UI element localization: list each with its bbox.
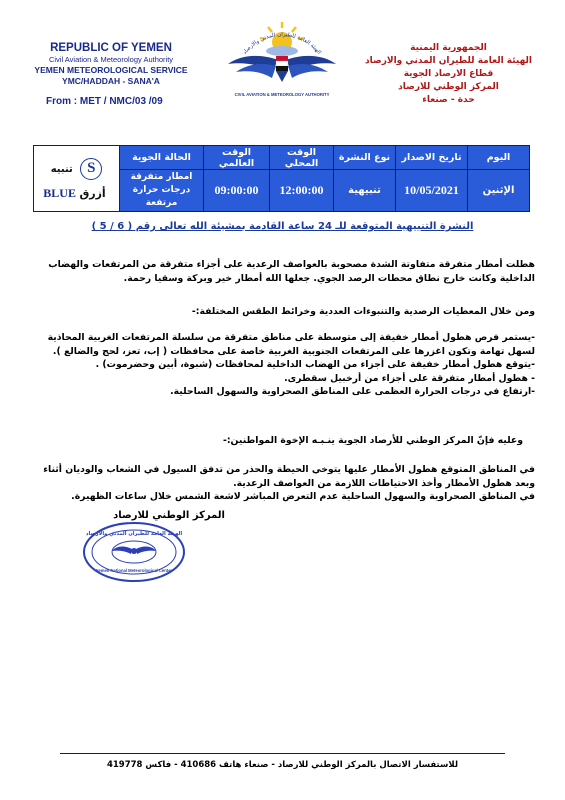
bulletin-info-table	[33, 145, 530, 212]
alert-level-ar: أزرق	[79, 187, 106, 200]
authority-name-ar: الهيئة العامة للطيران المدني والارصاد	[365, 56, 532, 66]
alert-level	[34, 186, 119, 201]
forecast-item: -ارتفاع في درجات الحرارة العظمى على المناطق الصحراوية والسهول الساحلية.	[170, 386, 535, 397]
condition-line-2: درجات حرارة مرتفعة	[132, 185, 191, 208]
advisory-item: في المناطق الصحراوية والسهول الساحلية عدم التعرض المباشر لاشعة الشمس خلال ساعات الظهيرة.	[71, 491, 535, 502]
country-name-ar: الجمهورية اليمنية	[410, 43, 487, 53]
location-ar: حدة - صنعاء	[422, 95, 475, 105]
alert-level-cell	[34, 146, 120, 212]
past-weather-paragraph: هطلت أمطار متفرقة متفاوتة الشدة مصحوبة بالعواصف الرعدية على أجزاء متفرقة من المرتفعات والهضاب الداخلية وكانت خارج نطاق محطات الرصد الجوي. جعلها الله أمطار خير وبركة وسقيا رحمة.	[48, 259, 535, 284]
authority-logo	[222, 20, 342, 104]
advisory-item: في المناطق المتوقع هطول الأمطار عليها يتوخي الحيطة والحذر من تدفق السيول في الشعاب والوديان أثناء وبعد هطول الأمطار وأخذ الاحتياطات اللازمة من العواصف الرعدية.	[43, 464, 535, 489]
value-weather-condition	[120, 170, 204, 212]
svg-text:الهيئة العامة للطيران المدني و: الهيئة العامة للطيران المدني والأرصاد	[85, 531, 183, 537]
signature-center: المركز الوطني للارصاد	[113, 510, 225, 521]
alert-top	[34, 158, 119, 180]
header-day: اليوم	[468, 146, 530, 170]
forecast-intro: ومن خلال المعطيات الرصدية والتنبوءات العددية وخرائط الطقس المختلفة:-	[191, 306, 535, 317]
sector-name-ar: قطاع الارصاد الجوية	[403, 69, 494, 79]
service-name-en: YEMEN METEOROLOGICAL SERVICE	[34, 65, 188, 75]
header-weather-condition: الحالة الجوية	[120, 146, 204, 170]
header-utc-time: الوقت العالمي	[204, 146, 270, 170]
logo-english-ring: CIVIL AVIATION & METEOROLOGY AUTHORITY	[234, 92, 330, 97]
yemen-flag-icon	[276, 56, 288, 82]
header-issue-date: تاريخ الاصدار	[396, 146, 468, 170]
location-en: YMC/HADDAH - SANA'A	[62, 76, 160, 86]
forecast-list	[30, 331, 535, 399]
alert-word: تنبيه	[50, 163, 73, 175]
cloud-icon	[266, 46, 298, 56]
value-day: الإثنين	[468, 170, 530, 212]
svg-text:Yemen National Meteorological: Yemen National Meteorological Center	[95, 568, 173, 573]
alert-badge: S	[80, 158, 102, 180]
value-utc-time: 09:00:00	[204, 170, 270, 212]
bulletin-title: النشرة التنبيهية المتوقعة للـ 24 ساعة القادمة بمشيئة الله تعالى رقم ( 6 / 5 )	[91, 221, 474, 232]
advisory-list	[30, 463, 535, 504]
value-bulletin-type: تنبيهية	[334, 170, 396, 212]
footer-contact: للاستفسار الاتصال بالمركز الوطني للارصاد - صنعاء هاتف 410686 - فاكس 419778	[106, 760, 459, 770]
footer-divider	[60, 753, 505, 754]
header-arabic	[356, 42, 541, 107]
value-issue-date: 10/05/2021	[396, 170, 468, 212]
svg-text:الهيئة العامة للطيران المدني و: الهيئة العامة للطيران المدني والارصاد	[242, 31, 322, 56]
header-local-time: الوقت المحلي	[270, 146, 334, 170]
alert-level-en: BLUE	[43, 186, 76, 200]
table-header-row	[34, 146, 530, 170]
official-stamp	[82, 521, 186, 583]
header-bulletin-type: نوع النشرة	[334, 146, 396, 170]
from-reference: From : MET / NMC/03 /09	[46, 96, 163, 107]
value-local-time: 12:00:00	[270, 170, 334, 212]
condition-line-1: امطار متفرقة	[130, 172, 193, 182]
forecast-item: - هطول أمطار متفرقة على أجزاء من أرخبيل سقطرى.	[284, 372, 535, 384]
forecast-item: -يستمر فرص هطول أمطار خفيفة إلى متوسطة على مناطق متفرقة من سلسلة المرتفعات الغربية المحاذية لسهل تهامة وتكون اغزرها على المرتفعات الجنوبية الغربية خاصة على محافظات ( إب، تعز، لحج والضالع ).	[47, 332, 535, 357]
authority-name-en: Civil Aviation & Meteorology Authority	[48, 55, 174, 64]
forecast-item: -يتوقع هطول أمطار خفيفة على أجزاء من الهضاب الداخلية لمحافظات (شبوة، أبين وحضرموت) .	[95, 359, 535, 370]
country-name-en: REPUBLIC OF YEMEN	[50, 42, 172, 54]
stamp-wings-icon	[112, 547, 156, 554]
header-english	[26, 42, 196, 86]
center-name-ar: المركز الوطني للارصاد	[398, 82, 499, 92]
advisory-intro: وعليه فإنّ المركز الوطني للأرصاد الجوية ينـبـه الإخوة المواطنين:-	[222, 435, 523, 446]
